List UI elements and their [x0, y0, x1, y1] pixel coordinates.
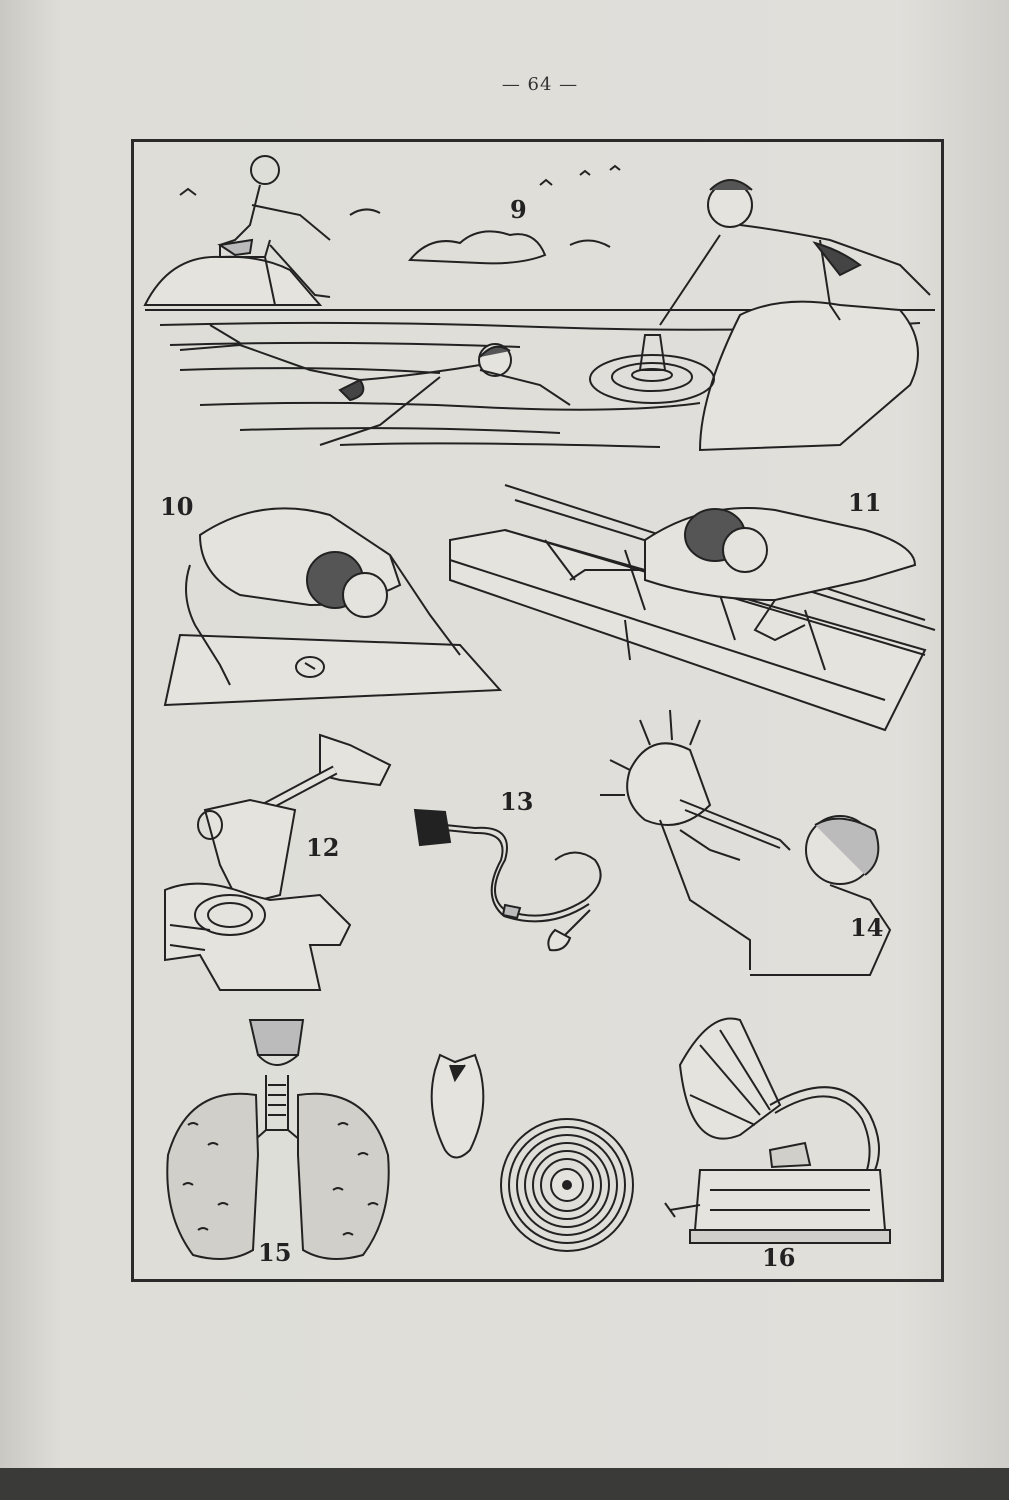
- figure-12-axe-and-stump: [160, 725, 400, 995]
- figure-label-15: 15: [258, 1238, 292, 1267]
- figure-16-gramophone: [660, 1005, 900, 1250]
- figure-15-lungs: [158, 1015, 398, 1270]
- axe-and-stump-illustration: [160, 725, 400, 995]
- figure-label-16: 16: [762, 1243, 796, 1272]
- figure-label-10: 10: [160, 492, 194, 521]
- page-number: — 64 —: [501, 74, 579, 95]
- figure-label-13: 13: [500, 787, 534, 816]
- stylus-illustration: [420, 1050, 500, 1170]
- record-disc-illustration: [497, 1115, 637, 1255]
- figure-phonograph-stylus: [420, 1050, 500, 1170]
- listening-tube-illustration: [405, 800, 615, 960]
- gramophone-illustration: [660, 1005, 900, 1250]
- figure-label-11: 11: [848, 488, 882, 517]
- swimming-scene-illustration: [140, 145, 940, 465]
- figure-13-listening-tube: [405, 800, 615, 960]
- figure-record-disc: [497, 1115, 637, 1255]
- figure-label-9: 9: [510, 195, 527, 224]
- figure-label-14: 14: [850, 913, 884, 942]
- figure-9-swimming-scene: [140, 145, 940, 465]
- figure-label-12: 12: [306, 833, 340, 862]
- lungs-illustration: [158, 1015, 398, 1270]
- scan-bottom-edge: [0, 1468, 1009, 1500]
